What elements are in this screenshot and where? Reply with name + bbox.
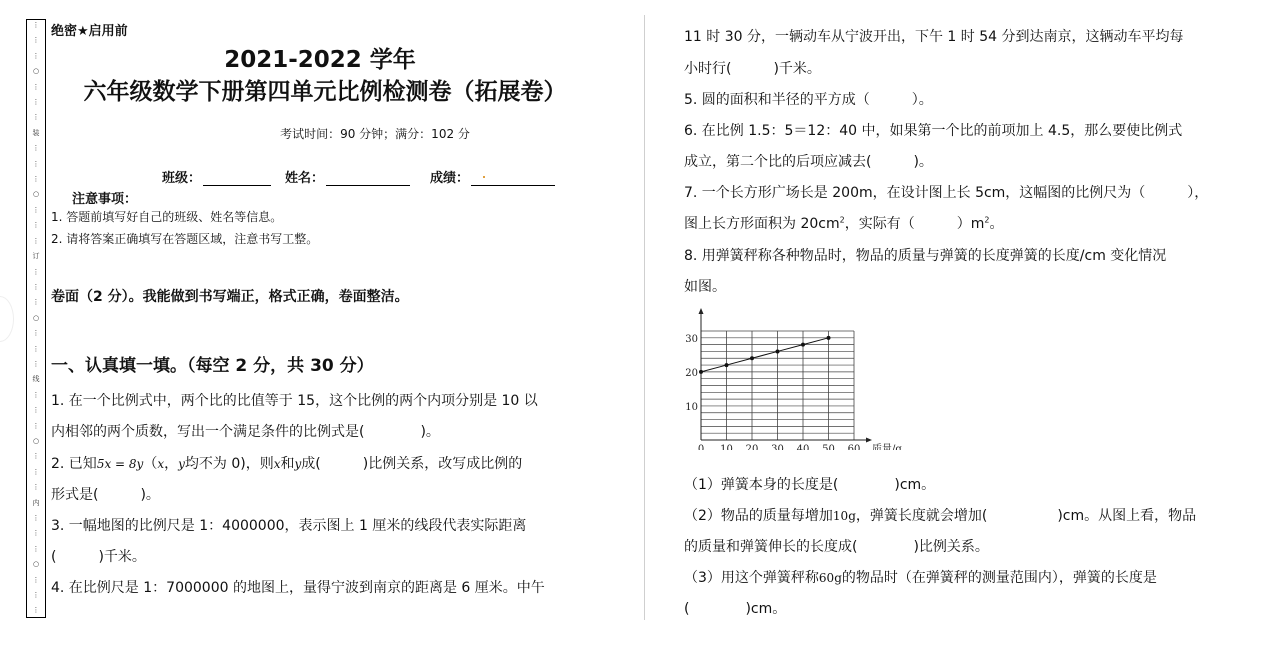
- x-axis-arrow-icon: [866, 438, 872, 443]
- binding-mark: ⋮: [32, 82, 40, 91]
- binding-margin-strip: [26, 19, 46, 618]
- page-edge-circle: [0, 296, 14, 342]
- line-chart: [680, 305, 910, 450]
- binding-mark: ⋮: [32, 591, 40, 600]
- name-field[interactable]: [326, 172, 410, 186]
- data-line: [701, 338, 829, 372]
- q2-var-x: x: [157, 457, 165, 471]
- question-8-sub-2-line-1: [684, 505, 1196, 525]
- page-title: 六年级数学下册第四单元比例检测卷（拓展卷）: [83, 79, 567, 105]
- question-8-sub-1: （1）弹簧本身的长度是( )cm。: [684, 477, 936, 493]
- binding-mark: ○: [32, 560, 40, 569]
- q2-text: 2. 已知: [51, 456, 97, 472]
- q8-text: （3）用这个弹簧秤称: [684, 570, 819, 586]
- binding-mark: ⋮: [32, 575, 40, 584]
- q2-text: （: [143, 456, 158, 472]
- question-6-line-2: 成立，第二个比的后项应减去( )。: [684, 154, 933, 170]
- q7-text: 。: [989, 216, 1004, 232]
- x-tick-label: 10: [720, 444, 733, 450]
- binding-mark: ⋮: [32, 359, 40, 368]
- q2-text: 均不为 0)，则: [184, 456, 274, 472]
- data-point: [801, 343, 805, 347]
- q7-text: ，实际有（ ）m: [844, 216, 985, 232]
- question-2-line-1: [51, 453, 522, 473]
- question-4-line-1: 4. 在比例尺是 1：7000000 的地图上，量得宁波到南京的距离是 6 厘米。中午: [51, 580, 545, 596]
- binding-mark: ⋮: [32, 221, 40, 230]
- binding-mark: ⋮: [32, 483, 40, 492]
- question-3-line-1: 3. 一幅地图的比例尺是 1：4000000，表示图上 1 厘米的线段代表实际距离: [51, 518, 527, 534]
- question-8-sub-3-line-1: [684, 567, 1157, 587]
- question-6-line-1: 6. 在比例 1.5：5＝12：40 中，如果第一个比的前项加上 4.5，那么要使比例式: [684, 123, 1183, 139]
- section-title: 一、认真填一填。（每空 2 分，共 30 分）: [51, 356, 374, 376]
- q2-text: 成( )比例关系，改写成比例的: [301, 456, 523, 472]
- binding-mark: ⋮: [32, 159, 40, 168]
- class-field[interactable]: [203, 172, 271, 186]
- binding-mark: 装: [32, 128, 40, 137]
- exam-info: 考试时间：90 分钟；满分：102 分: [280, 127, 470, 141]
- binding-mark: ⋮: [32, 514, 40, 522]
- q2-text: ，: [164, 456, 179, 472]
- y-tick-label: 30: [685, 333, 698, 345]
- binding-mark: ⋮: [32, 205, 40, 214]
- note-item: 2. 请将答案正确填写在答题区域，注意书写工整。: [51, 232, 319, 246]
- binding-mark: ○: [32, 67, 40, 76]
- binding-mark: ⋮: [32, 98, 40, 107]
- binding-mark: ○: [32, 436, 40, 445]
- x-tick-label: 30: [771, 444, 784, 450]
- binding-mark: ⋮: [32, 36, 40, 45]
- name-label: 姓名：: [285, 171, 325, 186]
- question-8-line-2: 如图。: [684, 279, 726, 295]
- q2-var-y: y: [178, 457, 185, 471]
- score-label: 成绩：: [430, 171, 470, 186]
- binding-mark: ⋮: [32, 390, 40, 399]
- data-point: [827, 336, 831, 340]
- q2-var-x: x: [273, 457, 281, 471]
- binding-mark: ⋮: [32, 529, 40, 538]
- binding-mark: ⋮: [32, 606, 40, 615]
- q2-equation: 5x = 8y: [96, 457, 144, 471]
- question-8-sub-3-line-2: ( )cm。: [684, 601, 787, 617]
- data-point: [750, 356, 754, 360]
- note-item: 1. 答题前填写好自己的班级、姓名等信息。: [51, 210, 283, 224]
- q7-superscript: 2: [839, 215, 845, 225]
- data-point: [776, 349, 780, 353]
- x-tick-label: 50: [822, 444, 835, 450]
- question-4-line-2: 11 时 30 分，一辆动车从宁波开出，下午 1 时 54 分到达南京，这辆动车平均每: [684, 29, 1184, 45]
- q2-var-y: y: [294, 457, 302, 471]
- q8-value: 60g: [818, 571, 842, 585]
- q8-text: （2）物品的质量每增加: [684, 508, 833, 524]
- x-tick-label: 0: [697, 444, 705, 450]
- y-tick-label: 20: [685, 367, 698, 379]
- spring-length-chart: [680, 305, 910, 450]
- binding-mark: ⋮: [32, 452, 40, 461]
- x-tick-label: 60: [847, 444, 861, 450]
- binding-mark: ○: [32, 313, 40, 322]
- binding-mark: ⋮: [32, 51, 40, 60]
- binding-mark: ⋮: [32, 544, 40, 553]
- binding-mark: ⋮: [32, 406, 40, 415]
- question-7-line-2: [684, 213, 1003, 233]
- binding-mark: ⋮: [32, 329, 40, 338]
- stray-dot: [483, 176, 485, 178]
- student-fields: [162, 167, 569, 186]
- question-4-line-3: 小时行( )千米。: [684, 61, 821, 77]
- binding-mark: ⋮: [32, 267, 40, 276]
- q7-text: 图上长方形面积为 20cm: [684, 216, 840, 232]
- q2-text: 和: [280, 456, 295, 472]
- binding-mark: ⋮: [32, 113, 40, 122]
- binding-mark: 订: [32, 252, 40, 261]
- x-tick-label: 40: [796, 444, 810, 450]
- question-1-line-1: 1. 在一个比例式中，两个比的比值等于 15，这个比例的两个内项分别是 10 以: [51, 393, 538, 409]
- score-field[interactable]: [471, 172, 555, 186]
- title-year: 2021-2022 学年: [224, 47, 416, 73]
- q8-text: 的物品时（在弹簧秤的测量范围内），弹簧的长度是: [841, 570, 1157, 586]
- binding-mark: 内: [32, 498, 40, 507]
- q7-superscript: 2: [984, 215, 990, 225]
- binding-mark: ⋮: [32, 421, 40, 430]
- q8-text: ，弹簧长度就会增加( )cm。从图上看，物品: [855, 508, 1197, 524]
- binding-mark: 线: [32, 375, 40, 384]
- binding-mark: ⋮: [32, 344, 40, 353]
- question-2-line-2: 形式是( )。: [51, 487, 160, 503]
- binding-mark: ⋮: [32, 282, 40, 291]
- binding-mark: ⋮: [32, 467, 40, 476]
- y-axis-arrow-icon: [699, 308, 704, 314]
- binding-mark: ⋮: [32, 175, 40, 184]
- q8-value: 10g: [832, 509, 856, 523]
- x-tick-label: 20: [745, 444, 759, 450]
- binding-mark: ⋮: [32, 236, 40, 245]
- question-7-line-1: 7. 一个长方形广场长是 200m，在设计图上长 5cm，这幅图的比例尺为（ ），: [684, 185, 1209, 201]
- binding-mark: ⋮: [32, 298, 40, 307]
- class-label: 班级：: [162, 171, 202, 186]
- question-3-line-2: ( )千米。: [51, 549, 146, 565]
- x-axis-label: 质量/g: [872, 444, 902, 450]
- neatness-instruction: 卷面（2 分）。我能做到书写端正，格式正确，卷面整洁。: [51, 289, 409, 305]
- question-8-sub-2-line-2: 的质量和弹簧伸长的长度成( )比例关系。: [684, 539, 989, 555]
- binding-mark: ⋮: [32, 21, 40, 29]
- page-divider: [644, 15, 645, 620]
- data-point: [725, 363, 729, 367]
- confidential-label: 绝密★启用前: [51, 24, 128, 39]
- data-point: [699, 370, 703, 374]
- question-5: 5. 圆的面积和半径的平方成（ ）。: [684, 92, 933, 108]
- binding-mark: ⋮: [32, 144, 40, 153]
- question-1-line-2: 内相邻的两个质数，写出一个满足条件的比例式是( )。: [51, 424, 440, 440]
- notes-title: 注意事项：: [72, 192, 138, 207]
- question-8-line-1: 8. 用弹簧秤称各种物品时，物品的质量与弹簧的长度弹簧的长度/cm 变化情况: [684, 248, 1167, 264]
- y-tick-label: 10: [685, 401, 698, 413]
- binding-mark: ○: [32, 190, 40, 199]
